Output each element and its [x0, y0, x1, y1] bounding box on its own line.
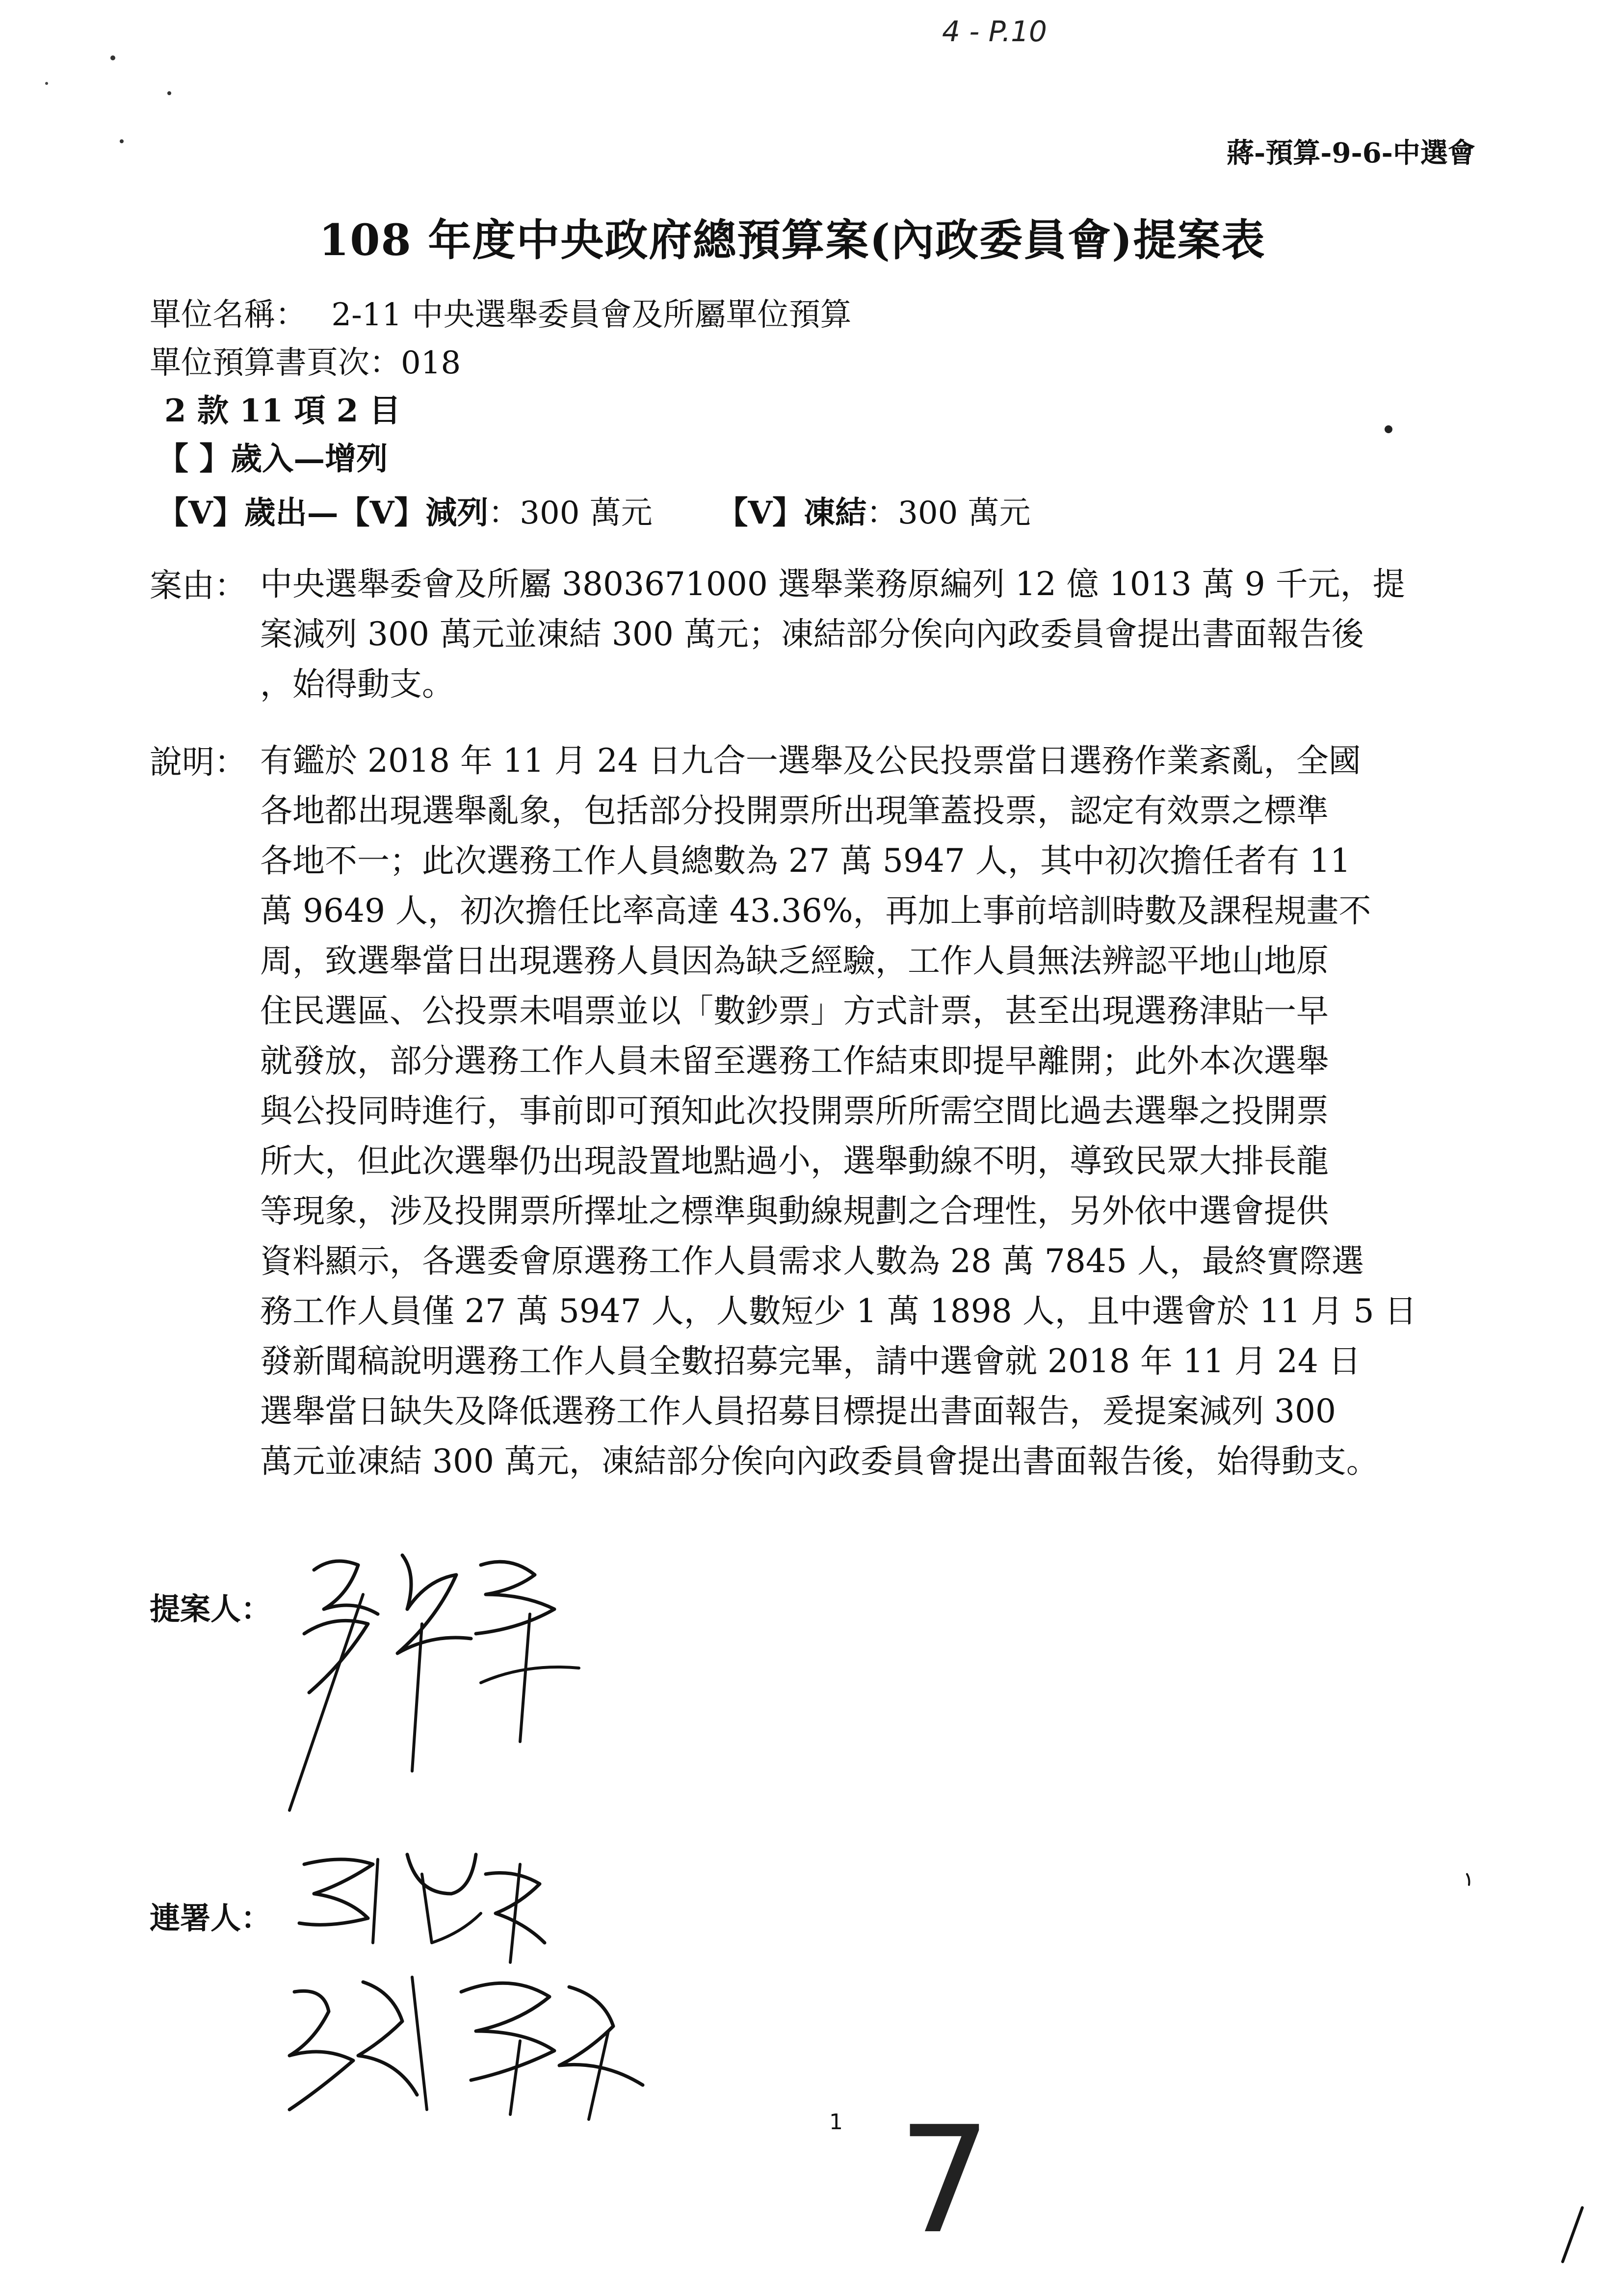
explanation-line: 等現象，涉及投開票所擇址之標準與動線規劃之合理性，另外依中選會提供 — [260, 1192, 1329, 1230]
cosigner-signature-2 — [265, 1962, 697, 2124]
case-line: 案減列 300 萬元並凍結 300 萬元；凍結部分俟向內政委員會提出書面報告後 — [260, 615, 1364, 653]
page-number: 1 — [829, 2110, 843, 2135]
freeze-checkbox: 【V】 — [716, 495, 804, 531]
explanation-line: 務工作人員僅 27 萬 5947 人，人數短少 1 萬 1898 人，且中選會於 11 月 5 日 — [260, 1292, 1417, 1330]
explanation-line: 發新聞稿說明選務工作人員全數招募完畢，請中選會就 2018 年 11 月 24 日 — [260, 1342, 1361, 1380]
freeze-amount: ：300 萬元 — [866, 495, 1031, 531]
explanation-line: 周，致選舉當日出現選務人員因為缺乏經驗，工作人員無法辨認平地山地原 — [260, 942, 1329, 980]
expenditure-checkbox: 【V】 — [157, 495, 244, 531]
explanation-text — [260, 736, 1417, 1487]
explanation-line: 與公投同時進行，事前即可預知此次投開票所所需空間比過去選舉之投開票 — [260, 1092, 1329, 1130]
unit-name-row — [150, 289, 851, 335]
explanation-line: 各地都出現選舉亂象，包括部分投開票所出現筆蓋投票，認定有效票之標準 — [260, 792, 1329, 830]
item-code: 2 款 11 項 2 目 — [164, 392, 401, 429]
explanation-line: 有鑑於 2018 年 11 月 24 日九合一選舉及公民投票當日選務作業紊亂，全國 — [260, 742, 1361, 780]
cosigner-signature-1 — [289, 1845, 564, 1972]
explanation-line: 萬 9649 人，初次擔任比率高達 43.36%，再加上事前培訓時數及課程規畫不 — [260, 892, 1371, 930]
expenditure-label: 歲出— — [244, 495, 339, 531]
revenue-checkbox: 【 】 — [157, 441, 231, 477]
case-text — [260, 559, 1405, 709]
case-label: 案由： — [150, 567, 247, 604]
expenditure-row — [157, 488, 1031, 533]
reference-code: 蔣-預算-9-6-中選會 — [1227, 137, 1475, 169]
revenue-label: 歲入—增列 — [231, 441, 388, 477]
reduce-label: 減列 — [425, 495, 489, 531]
revenue-row — [157, 434, 388, 479]
proposer-label: 提案人： — [150, 1591, 272, 1627]
budget-page-label: 單位預算書頁次： — [150, 345, 401, 381]
explanation-line: 就發放，部分選務工作人員未留至選務工作結束即提早離開；此外本次選舉 — [260, 1042, 1329, 1080]
reduce-checkbox: 【V】 — [338, 495, 426, 531]
case-line: 中央選舉委會及所屬 3803671000 選舉業務原編列 12 億 1013 萬 9 千元，提 — [260, 565, 1405, 603]
reduce-amount: ：300 萬元 — [488, 495, 653, 531]
handwritten-mark: 7 — [898, 2095, 992, 2266]
explanation-label: 說明： — [150, 743, 247, 781]
explanation-line: 住民選區、公投票未唱票並以「數鈔票」方式計票，甚至出現選務津貼一早 — [260, 992, 1329, 1030]
budget-page-row — [150, 338, 461, 383]
budget-page-value: 018 — [401, 345, 461, 381]
unit-name-label: 單位名稱： — [150, 297, 307, 333]
explanation-line: 各地不一；此次選務工作人員總數為 27 萬 5947 人，其中初次擔任者有 11 — [260, 842, 1351, 880]
handwritten-annotation: 4 - P.10 — [942, 15, 1047, 48]
freeze-label: 凍結 — [804, 495, 867, 531]
cosigner-label: 連署人： — [150, 1900, 272, 1936]
unit-name-value: 2-11 中央選舉委員會及所屬單位預算 — [331, 297, 852, 333]
explanation-line: 選舉當日缺失及降低選務工作人員招募目標提出書面報告，爰提案減列 300 — [260, 1392, 1336, 1430]
case-line: ，始得動支。 — [260, 665, 454, 703]
explanation-line: 資料顯示，各選委會原選務工作人員需求人數為 28 萬 7845 人，最終實際選 — [260, 1242, 1364, 1280]
explanation-line: 所大，但此次選舉仍出現設置地點過小，選舉動線不明，導致民眾大排長龍 — [260, 1142, 1329, 1180]
proposer-signature — [275, 1536, 628, 1830]
explanation-line: 萬元並凍結 300 萬元，凍結部分俟向內政委員會提出書面報告後，始得動支。 — [260, 1442, 1379, 1480]
page-title: 108 年度中央政府總預算案(內政委員會)提案表 — [319, 214, 1266, 265]
